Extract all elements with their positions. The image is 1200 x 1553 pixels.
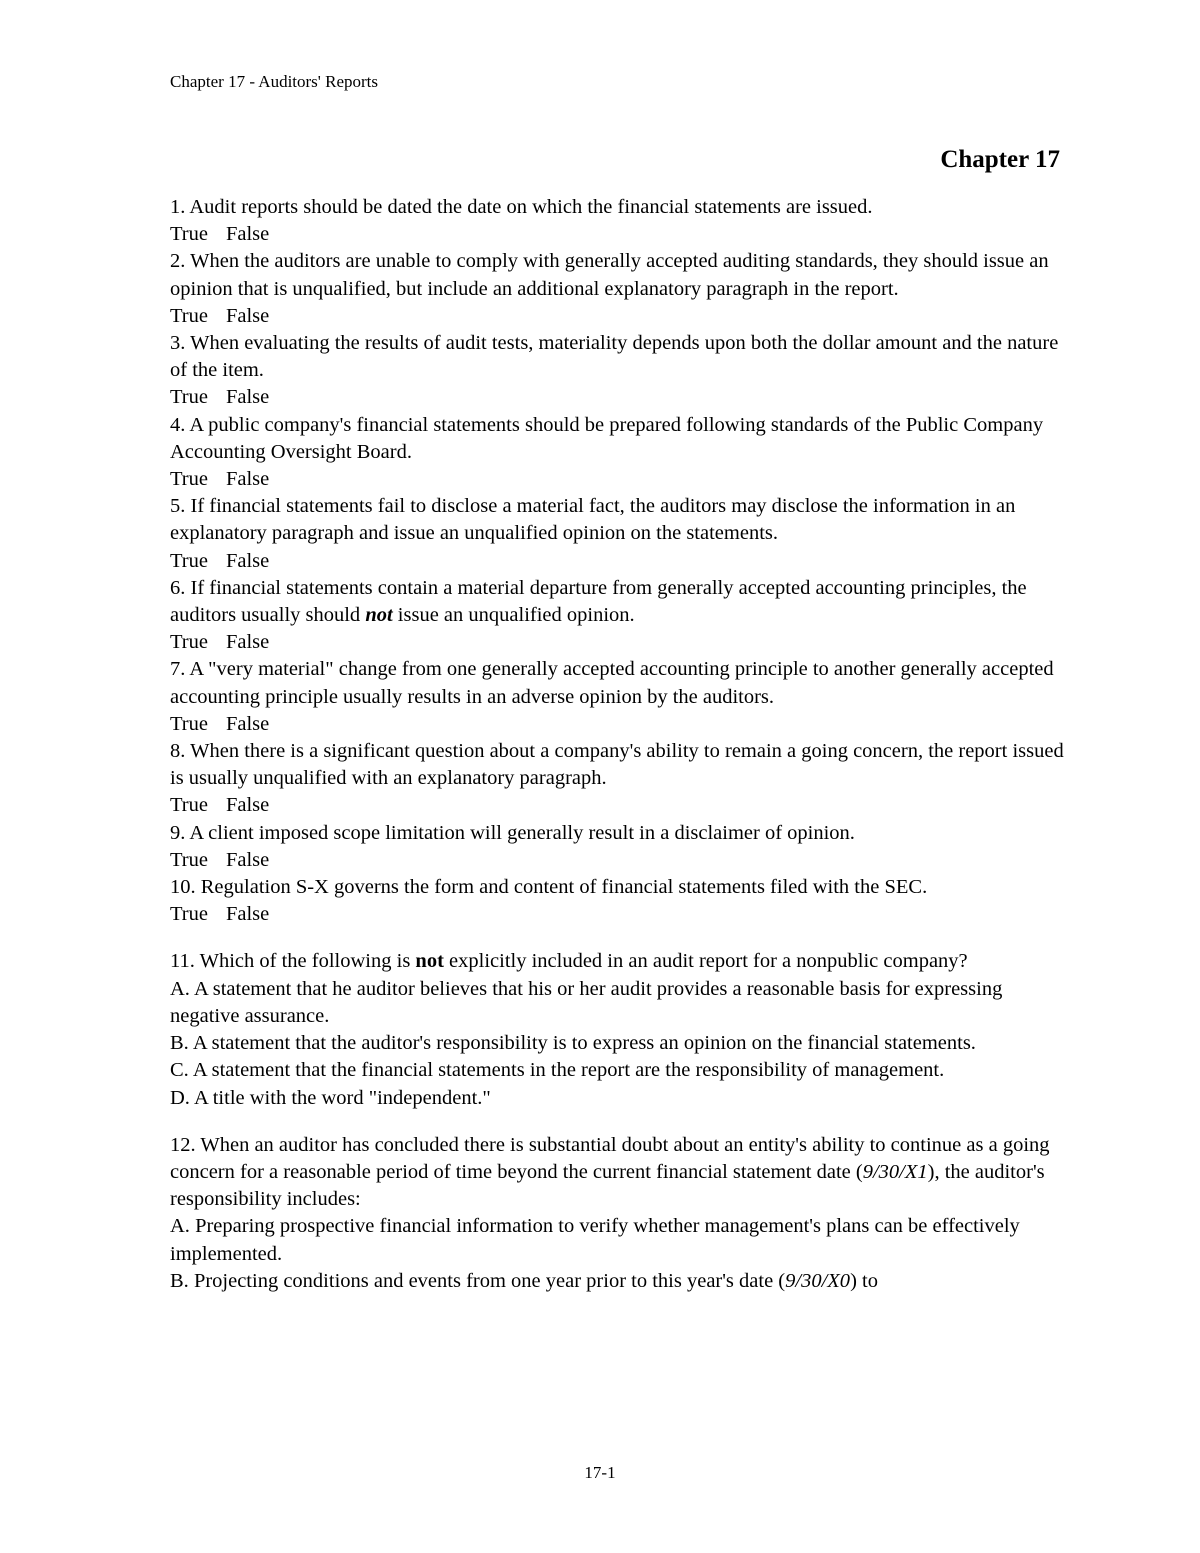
question-text: When there is a significant question about a company's ability to remain a going concern, the report issued is usually unqualified with an explanatory paragraph. — [170, 740, 1064, 790]
false-label: False — [225, 903, 270, 926]
true-false-choices — [170, 548, 1065, 575]
true-label: True — [170, 549, 208, 572]
question-number: 5. — [170, 495, 186, 518]
date-current: 9/30/X1 — [862, 1160, 928, 1183]
false-label: False — [225, 468, 270, 491]
mc-question-12 — [170, 1132, 1065, 1295]
true-label: True — [170, 903, 208, 926]
page-number: 17-1 — [584, 1463, 616, 1482]
true-false-choices — [170, 847, 1065, 874]
option-text: A statement that he auditor believes that his or her audit provides a reasonable basis for expressing negative assurance. — [170, 977, 1003, 1027]
true-label: True — [170, 304, 208, 327]
question-text: Audit reports should be dated the date on which the financial statements are issued. — [189, 196, 873, 218]
option-text: A statement that the auditor's responsibility is to express an opinion on the financial statements. — [192, 1032, 976, 1055]
true-false-choices — [170, 901, 1065, 928]
option-d — [170, 1085, 1065, 1112]
option-text: A title with the word "independent." — [193, 1086, 491, 1109]
tf-question-3 — [170, 330, 1065, 412]
option-a — [170, 976, 1065, 1030]
true-false-choices — [170, 221, 1065, 248]
question-text: A "very material" change from one generally accepted accounting principle to another generally accepted accounting principle usually results in an adverse opinion by the auditors. — [170, 658, 1054, 708]
question-number: 10. — [170, 876, 196, 899]
true-label: True — [170, 223, 208, 246]
false-label: False — [225, 223, 270, 246]
question-number: 9. — [170, 821, 186, 844]
option-letter: B. — [170, 1032, 189, 1055]
false-label: False — [225, 794, 270, 817]
question-number: 3. — [170, 332, 186, 355]
option-text: Preparing prospective financial information to verify whether management's plans can be effectively implemented. — [170, 1215, 1020, 1265]
tf-question-10 — [170, 874, 1065, 928]
question-text: When an auditor has concluded there is substantial doubt about an entity's ability to continue as a going concern for a reasonable period of time beyond the current financial statement date ( — [170, 1133, 1050, 1183]
question-text-continued: ), the auditor's responsibility includes: — [170, 1160, 1045, 1211]
question-number: 2. — [170, 250, 186, 273]
question-text: When the auditors are unable to comply with generally accepted auditing standards, they should issue an opinion that is unqualified, but include an additional explanatory paragraph in the report. — [170, 250, 1049, 300]
question-text: When evaluating the results of audit tests, materiality depends upon both the dollar amount and the nature of the item. — [170, 332, 1059, 382]
false-label: False — [225, 848, 270, 871]
date-prior: 9/30/X0 — [785, 1269, 851, 1292]
true-label: True — [170, 848, 208, 871]
true-label: True — [170, 712, 208, 735]
true-label: True — [170, 631, 208, 654]
tf-question-1 — [170, 194, 1065, 248]
option-letter: D. — [170, 1086, 190, 1109]
question-number: 6. — [170, 576, 186, 599]
option-text: Projecting conditions and events from one year prior to this year's date ( — [193, 1269, 786, 1292]
tf-question-9 — [170, 820, 1065, 874]
option-b — [170, 1030, 1065, 1057]
question-text-continued: explicitly included in an audit report for a nonpublic company? — [449, 950, 968, 973]
chapter-title: Chapter 17 — [940, 146, 1060, 173]
true-false-choices — [170, 711, 1065, 738]
option-text-continued: ) to — [850, 1269, 878, 1292]
true-false-choices — [170, 384, 1065, 411]
true-label: True — [170, 386, 208, 409]
question-content — [170, 194, 1065, 1295]
question-number: 11. — [170, 950, 195, 973]
true-label: True — [170, 794, 208, 817]
true-false-choices — [170, 629, 1065, 656]
emphasis-not: not — [415, 950, 444, 973]
tf-question-4 — [170, 412, 1065, 494]
false-label: False — [225, 631, 270, 654]
tf-question-2 — [170, 248, 1065, 330]
option-text: A statement that the financial statements in the report are the responsibility of management. — [192, 1059, 945, 1082]
mc-question-11 — [170, 948, 1065, 1111]
question-text: If financial statements fail to disclose a material fact, the auditors may disclose the information in an explanatory paragraph and issue an unqualified opinion on the statements. — [170, 495, 1016, 545]
tf-question-7 — [170, 656, 1065, 738]
true-false-choices — [170, 466, 1065, 493]
question-number: 8. — [170, 740, 186, 763]
tf-question-8 — [170, 738, 1065, 820]
false-label: False — [225, 712, 270, 735]
tf-question-6 — [170, 575, 1065, 657]
option-letter: A. — [170, 977, 190, 1000]
option-letter: C. — [170, 1059, 189, 1082]
question-number: 7. — [170, 658, 186, 681]
question-text: A client imposed scope limitation will generally result in a disclaimer of opinion. — [189, 821, 855, 844]
option-letter: B. — [170, 1269, 189, 1292]
option-letter: A. — [170, 1215, 190, 1238]
option-b — [170, 1268, 1065, 1295]
question-text: If financial statements contain a material departure from generally accepted accounting principles, the auditors usually should — [170, 576, 1027, 627]
true-false-choices — [170, 792, 1065, 819]
true-false-choices — [170, 303, 1065, 330]
true-label: True — [170, 468, 208, 491]
false-label: False — [225, 549, 270, 572]
question-text-continued: issue an unqualified opinion. — [397, 604, 635, 627]
question-number: 4. — [170, 413, 186, 436]
question-text: Regulation S-X governs the form and content of financial statements filed with the SEC. — [200, 876, 928, 899]
false-label: False — [225, 386, 270, 409]
option-a — [170, 1213, 1065, 1267]
question-text: A public company's financial statements should be prepared following standards of the Public Company Accounting Oversight Board. — [170, 413, 1044, 463]
emphasis-not: not — [365, 604, 393, 627]
running-header: Chapter 17 - Auditors' Reports — [170, 72, 378, 91]
false-label: False — [225, 304, 270, 327]
tf-question-5 — [170, 493, 1065, 575]
question-number: 1. — [170, 196, 186, 218]
question-text: Which of the following is — [199, 950, 411, 973]
option-c — [170, 1057, 1065, 1084]
question-number: 12. — [170, 1133, 196, 1156]
